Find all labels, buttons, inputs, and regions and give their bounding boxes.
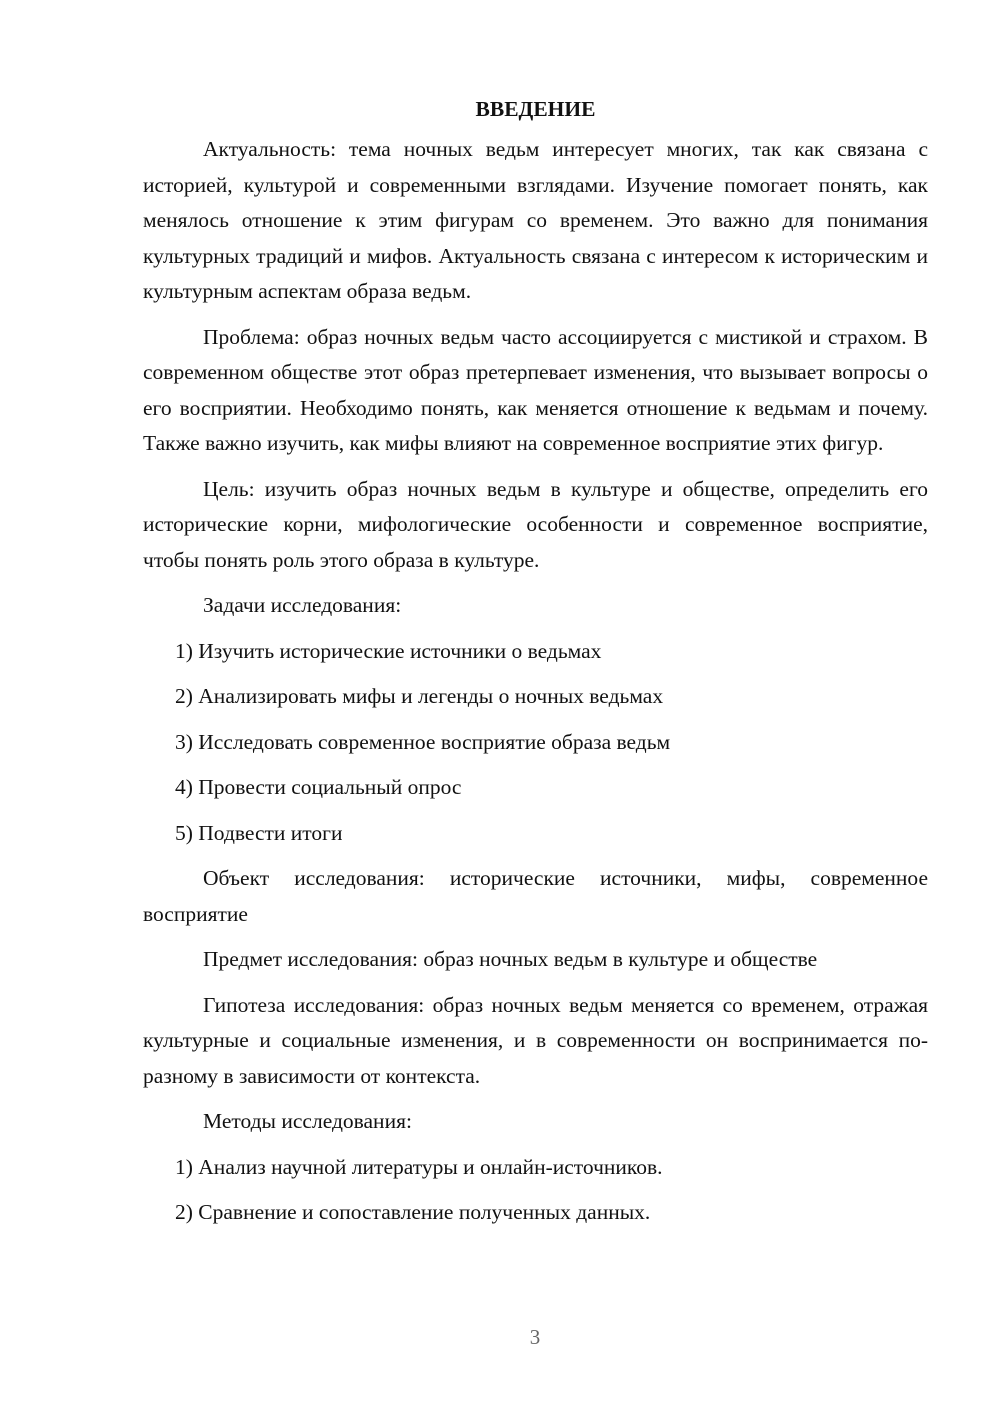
paragraph-goal: Цель: изучить образ ночных ведьм в культуре и обществе, определить его исторические корни, мифологические особенности и современное восприятие, чтобы понять роль этого образа в культуре. (143, 476, 928, 572)
paragraph-hypothesis: Гипотеза исследования: образ ночных ведьм меняется со временем, отражая культурные и социальные изменения, и в современности он воспринимается по-разному в зависимости от контекста. (143, 992, 928, 1088)
list-item-method-1: 1) Анализ научной литературы и онлайн-источников. (175, 1154, 663, 1179)
list-item-task-4: 4) Провести социальный опрос (175, 775, 462, 799)
page-number: 3 (529, 1325, 541, 1349)
document-page (143, 92, 928, 1241)
list-item-task-1: 1) Изучить исторические источники о ведьмах (175, 638, 602, 663)
list-item-method-2: 2) Сравнение и сопоставление полученных данных. (175, 1200, 651, 1224)
paragraph-relevance: Актуальность: тема ночных ведьм интересует многих, так как связана с историей, культурой и современными взглядами. Изучение помогает понять, как менялось отношение к этим фигурам со временем. Это важно для понимания культурных традиций и мифов. Актуальность связана с интересом к историческим и культурным аспектам образа ведьм. (143, 137, 928, 303)
list-item-task-2: 2) Анализировать мифы и легенды о ночных ведьмах (175, 684, 664, 708)
paragraph-object: Объект исследования: исторические источники, мифы, современное восприятие (143, 866, 928, 926)
paragraph-problem: Проблема: образ ночных ведьм часто ассоциируется с мистикой и страхом. В современном обществе этот образ претерпевает изменения, что вызывает вопросы о его восприятии. Необходимо понять, как меняется отношение к ведьмам и почему. Также важно изучить, как мифы влияют на современное восприятие этих фигур. (143, 324, 928, 455)
list-item-task-3: 3) Исследовать современное восприятие образа ведьм (175, 729, 671, 754)
section-heading: ВВЕДЕНИЕ (475, 97, 596, 121)
list-item-task-5: 5) Подвести итоги (175, 820, 343, 845)
tasks-title: Задачи исследования: (203, 593, 402, 617)
paragraph-subject: Предмет исследования: образ ночных ведьм в культуре и обществе (203, 947, 818, 971)
methods-title: Методы исследования: (203, 1109, 412, 1133)
